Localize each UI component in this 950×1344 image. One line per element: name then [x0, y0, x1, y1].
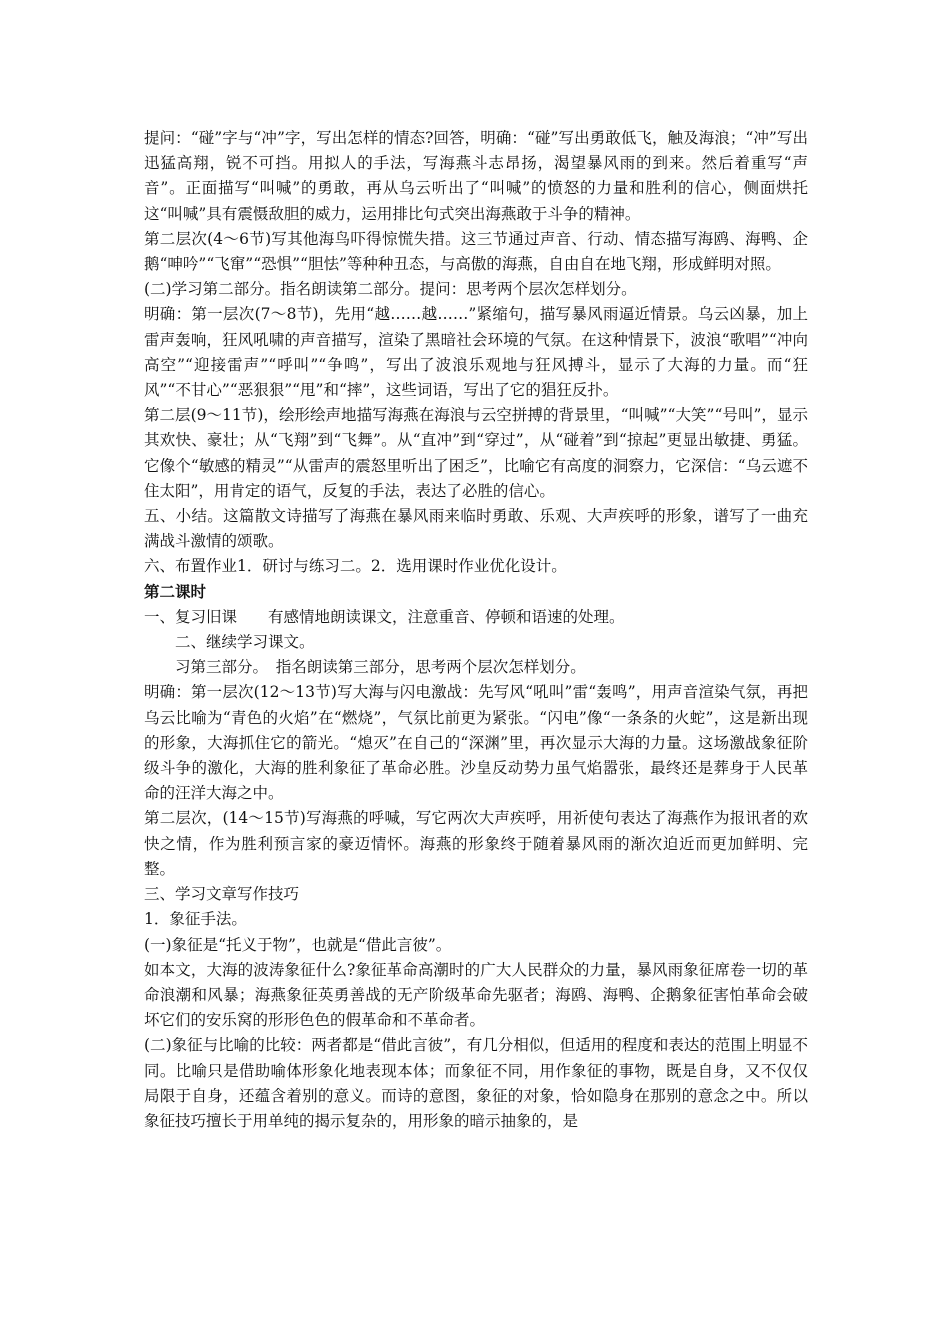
paragraph-part-three: 习第三部分。 指名朗读第三部分，思考两个层次怎样划分。 [175, 658, 586, 677]
paragraph-second-level-seabirds: 第二层次(4～6节)写其他海鸟吓得惊慌失措。这三节通过声音、行动、情态描写海鸥、海鸭、企鹅“呻吟”“飞窜”“恐惧”“胆怯”等种种丑态，与高傲的海燕，自由自在地飞翔，形成鲜明对照。 [144, 229, 808, 274]
paragraph-petrel-cry: 第二层次，(14～15节)写海燕的呼喊，写它两次大声疾呼，用祈使句表达了海燕作为报讯者的欢快之情，作为胜利预言家的豪迈情怀。海燕的形象终于随着暴风雨的渐次迫近而更加鲜明、完整。 [144, 809, 808, 878]
paragraph-second-level-petrel: 第二层(9～11节)，绘形绘声地描写海燕在海浪与云空拼搏的背景里，“叫喊”“大笑”“号叫”，显示其欢快、豪壮；从“飞翔”到“飞舞”。从“直冲”到“穿过”，从“碰着”到“掠起”更显出敏捷、勇猛。它像个“敏感的精灵”“从雷声的震怒里听出了困乏”，比喻它有高度的洞察力，它深信：“乌云遮不住太阳”，用肯定的语气，反复的手法，表达了必胜的信心。 [144, 406, 808, 500]
paragraph-summary: 五、小结。这篇散文诗描写了海燕在暴风雨来临时勇敢、乐观、大声疾呼的形象，谱写了一曲充满战斗激情的颂歌。 [144, 507, 808, 551]
paragraph-symbolism-example: 如本文，大海的波涛象征什么?象征革命高潮时的广大人民群众的力量，暴风雨象征席卷一切的革命浪潮和风暴；海燕象征英勇善战的无产阶级革命先驱者；海鸥、海鸭、企鹅象征害怕革命会破坏它们的安乐窝的形形色色的假革命和不革命者。 [144, 960, 808, 1030]
document-page [144, 126, 808, 1134]
paragraph-homework: 六、布置作业1．研讨与练习二。2．选用课时作业优化设计。 [144, 557, 567, 576]
paragraph-question-peng-chong: 提问：“碰”字与“冲”字，写出怎样的情态?回答，明确：“碰”写出勇敢低飞，触及海浪；“冲”写出迅猛高翔，锐不可挡。用拟人的手法，写海燕斗志昂扬，渴望暴风雨的到来。然后着重写“声音”。正面描写“叫喊”的勇敢，再从乌云听出了“叫喊”的愤怒的力量和胜利的信心，侧面烘托这“叫喊”具有震慑敌胆的威力，运用排比句式突出海燕敢于斗争的精神。 [144, 129, 808, 223]
paragraph-clarify-first-level: 明确：第一层次(7～8节)，先用“越……越……”紧缩句，描写暴风雨逼近情景。乌云凶暴，加上雷声轰响，狂风吼啸的声音描写，渲染了黑暗社会环境的气氛。在这种情景下，波浪“歌唱”“冲向高空”“迎接雷声”“呼叫”“争鸣”，写出了波浪乐观地与狂风搏斗，显示了大海的力量。而“狂风”“不甘心”“恶狠狠”“甩”和“摔”，这些词语，写出了它的猖狂反扑。 [144, 305, 808, 400]
paragraph-review: 一、复习旧课 有感情地朗读课文，注意重音、停顿和语速的处理。 [144, 607, 625, 626]
paragraph-symbolism: 1．象征手法。 [144, 910, 247, 929]
paragraph-writing-techniques: 三、学习文章写作技巧 [144, 885, 300, 904]
paragraph-symbolism-definition: (一)象征是“托义于物”，也就是“借此言彼”。 [144, 935, 452, 954]
paragraph-continue-learning: 二、继续学习课文。 [175, 633, 315, 652]
paragraph-learn-part-two: (二)学习第二部分。指名朗读第二部分。提问：思考两个层次怎样划分。 [144, 280, 637, 299]
paragraph-clarify-lightning: 明确：第一层次(12～13节)写大海与闪电激战：先写风“吼叫”雷“轰鸣”，用声音渲染气氛，再把乌云比喻为“青色的火焰”在“燃烧”，气氛比前更为紧张。“闪电”像“一条条的火蛇”，这是新出现的形象，大海抓住它的箭光。“熄灭”在自己的“深渊”里，再次显示大海的力量。这场激战象征阶级斗争的激化，大海的胜利象征了革命必胜。沙皇反动势力虽气焰嚣张，最终还是葬身于人民革命的汪洋大海之中。 [144, 683, 808, 803]
section-heading-second-lesson: 第二课时 [144, 582, 207, 601]
paragraph-symbol-metaphor-compare: (二)象征与比喻的比较：两者都是“借此言彼”，有几分相似，但适用的程度和表达的范围上明显不同。比喻只是借助喻体形象化地表现本体；而象征不同，用作象征的事物，既是自身，又不仅仅局限于自身，还蕴含着别的意义。而诗的意图，象征的对象，恰如隐身在那别的意念之中。所以象征技巧擅长于用单纯的揭示复杂的，用形象的暗示抽象的，是 [144, 1036, 808, 1130]
